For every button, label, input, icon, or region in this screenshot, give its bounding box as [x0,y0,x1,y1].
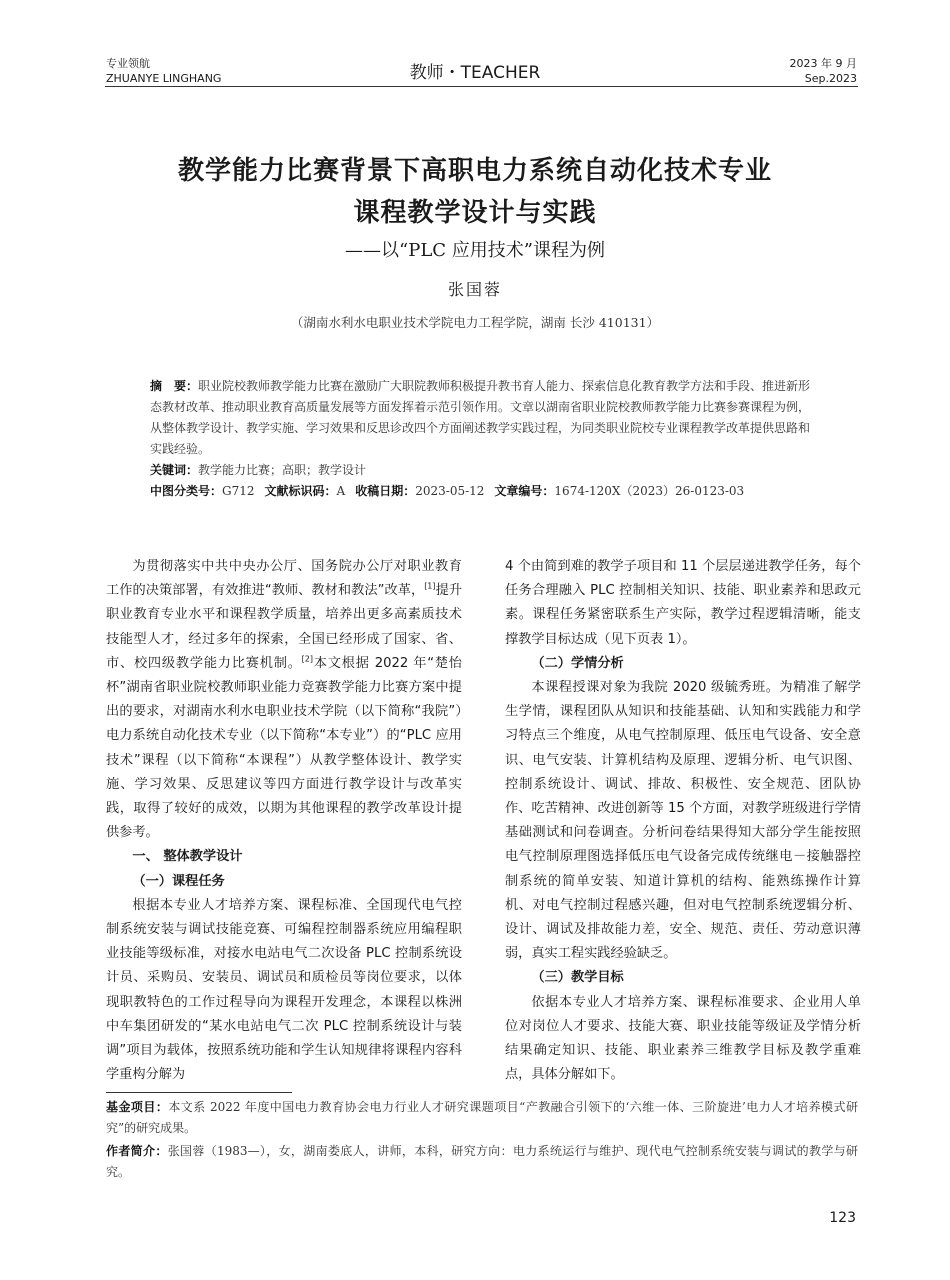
section-heading-1: 一、 整体教学设计 [132,849,243,865]
header-column-cn: 专业领航 [106,57,150,70]
page-number: 123 [829,1210,856,1226]
intro-text-1: 为贯彻落实中共中央办公厅、国务院办公厅对职业教育工作的决策部署，有效推进“教师、教材和教法”改革， [106,559,462,599]
abstract-block [150,376,815,502]
learner-analysis-paragraph: 本课程授课对象为我院 2020 级毓秀班。为精准了解学生学情，课程团队从知识和技能基础、认知和实践能力和学习特点三个维度，从电气控制原理、低压电气设备、安全意识、电气安装、计算机结构及原理、逻辑分析、电气识图、控制系统设计、调试、排故、积极性、安全规范、团队协作、吃苦精神、改进创新等 15 个方面，对教学班级进行学情基础测试和问卷调查。分析问卷结果得知大部分学生能按照电气控制原理图选择低压电气设备完成传统继电－接触器控制系统的简单安装、知道计算机的结构、能熟练操作计算机、对电气控制过程感兴趣，但对电气控制系统逻辑分析、设计、调试及排故能力差，安全、规范、责任、劳动意识薄弱，真实工程实践经验缺乏。 [505,680,861,962]
journal-name: 教师・TEACHER [409,63,541,83]
article-subtitle: ——以“PLC 应用技术”课程为例 [345,240,605,261]
author-bio-text: 张国蓉（1983—），女，湖南娄底人，讲师，本科，研究方向：电力系统运行与维护、现代电气控制系统安装与调试的教学与研究。 [106,1144,858,1179]
subsection-heading-objectives: （三）教学目标 [531,970,624,986]
article-meta [150,481,815,502]
article-number-value: 1674-120X（2023）26-0123-03 [554,484,745,498]
doc-code-value: A [336,484,346,498]
intro-text-2: 提升职业教育专业水平和课程教学质量，培养出更多高素质技术技能型人才，经过多年的探索，全国已经形成了国家、省、市、校四级教学能力比赛机制。 [106,583,463,671]
header-date [790,56,857,86]
subsection-heading-course-task: （一）课程任务 [132,873,225,889]
keywords-label: 关键词： [150,463,199,477]
header-date-en: Sep.2023 [804,72,857,85]
clc-label: 中图分类号： [150,484,223,498]
header-divider [105,86,858,87]
footnotes [106,1097,858,1185]
objectives-paragraph: 依据本专业人才培养方案、课程标准要求、企业用人单位对岗位人才要求、技能大赛、职业技能等级证及学情分析结果确定知识、技能、职业素养三维教学目标及教学重难点，具体分解如下。 [505,994,861,1083]
article-title [0,150,950,234]
body-column-left [106,555,462,1087]
body-column-right [505,555,861,1087]
keywords-text: 教学能力比赛；高职；教学设计 [198,463,367,477]
fund-note [106,1097,858,1139]
received-date-label: 收稿日期： [355,484,416,498]
title-line-2: 课程教学设计与实践 [353,198,597,228]
subsection-heading-learner-analysis: （二）学情分析 [531,655,624,671]
course-task-continued: 4 个由简到难的教学子项目和 11 个层层递进教学任务，每个任务合理融入 PLC 控制相关知识、技能、职业素养和思政元素。课程任务紧密联系生产实际，教学过程逻辑清晰，能支撑教学目标达成（见下页表 1）。 [505,559,861,647]
header-date-cn: 2023 年 9 月 [789,57,857,70]
received-date-value: 2023-05-12 [415,484,485,498]
keywords [150,460,815,481]
citation-1[interactable]: [1] [424,581,436,591]
course-task-paragraph: 根据本专业人才培养方案、课程标准、全国现代电气控制系统安装与调试技能竞赛、可编程控制器系统应用编程职业技能等级标准，对接水电站电气二次设备 PLC 控制系统设计员、采购员、安装员、调试员和质检员等岗位要求，以体现职教特色的工作过程导向为课程开发理念，本课程以株洲中车集团研发的“某水电站电气二次 PLC 控制系统设计与装调”项目为载体，按照系统功能和学生认知规律将课程内容科学重构分解为 [106,897,462,1083]
abstract-label: 摘 要： [150,379,199,393]
author-affiliation: （湖南水利水电职业技术学院电力工程学院，湖南 长沙 410131） [290,315,660,330]
citation-2[interactable]: [2] [301,654,314,664]
title-line-1: 教学能力比赛背景下高职电力系统自动化技术专业 [177,156,772,186]
header-column-pinyin: ZHUANYE LINGHANG [106,72,222,85]
author-bio-label: 作者简介： [106,1144,168,1158]
intro-text-3: 本文根据 2022 年“楚怡杯”湖南省职业院校教师职业能力竞赛教学能力比赛方案中提出的要求，对湖南水利水电职业技术学院（以下简称“我院”）电力系统自动化技术专业（以下简称“本专业”）的“PLC 应用技术”课程（以下简称“本课程”）从教学整体设计、教学实施、学习效果、反思建议等四方面进行教学设计与改革实践，取得了较好的成效，以期为其他课程的教学改革设计提供参考。 [106,655,462,841]
abstract-text: 职业院校教师教学能力比赛在激励广大职院教师积极提升教书育人能力、探索信息化教育教学方法和手段、推进新形态教材改革、推动职业教育高质量发展等方面发挥着示范引领作用。文章以湖南省职业院校教师教学能力比赛参赛课程为例，从整体教学设计、教学实施、学习效果和反思诊改四个方面阐述教学实践过程，为同类职业院校专业课程教学改革提供思路和实践经验。 [150,379,811,456]
author-name: 张国蓉 [447,280,502,299]
abstract [150,376,815,460]
footnote-divider [106,1092,292,1093]
article-number-label: 文章编号： [494,484,555,498]
clc-value: G712 [222,484,255,498]
author-bio [106,1141,858,1183]
intro-paragraph [106,555,462,845]
doc-code-label: 文献标识码： [264,484,337,498]
fund-label: 基金项目： [106,1100,169,1114]
fund-text: 本文系 2022 年度中国电力教育协会电力行业人才研究课题项目“产教融合引领下的‘六维一体、三阶旋进’电力人才培养模式研究”的研究成果。 [106,1100,858,1135]
